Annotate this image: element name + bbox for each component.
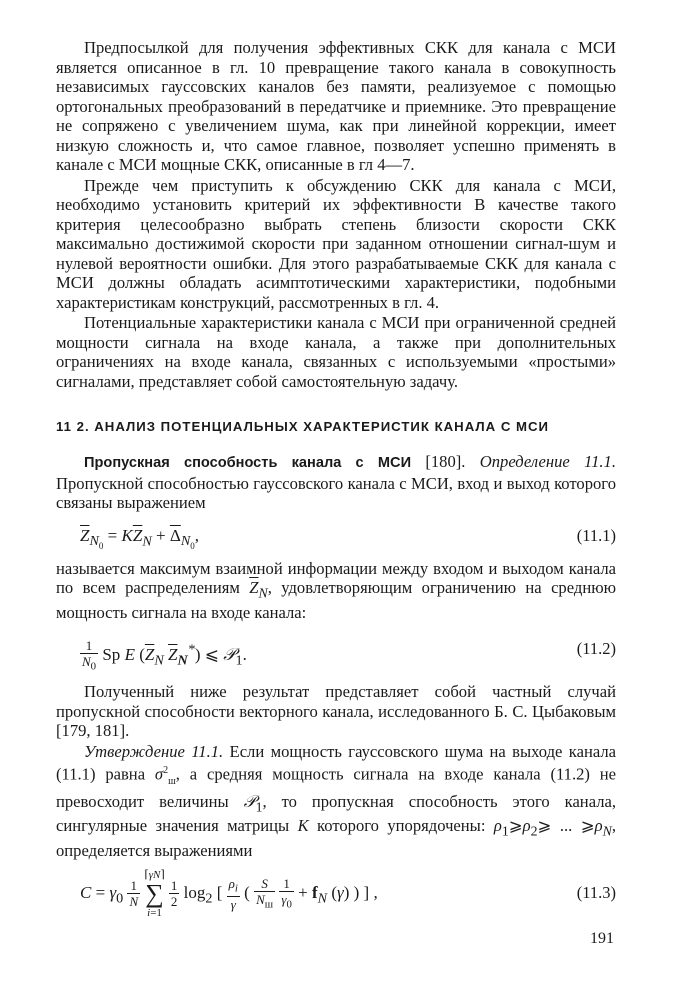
equation-11-1	[56, 513, 616, 559]
definition-paragraph	[56, 452, 616, 513]
paragraph: Предпосылкой для получения эффективных СКК для канала с МСИ является описанное в гл. 10 превращение такого канала в совокупность независимых гауссовских каналов без памяти, реализуемое с помощью ортогональных преобразований в передатчике и приемнике. Это превращение не сопряжено с увеличением шума, как при линейной коррекции, имеет низкую сложность и, что самое главное, позволяет успешно применять в канале с МСИ мощные СКК, описанные в гл 4—7.	[56, 38, 616, 174]
eq2-number: (11.2)	[576, 639, 616, 659]
paragraph: Прежде чем приступить к обсуждению СКК для канала с МСИ, необходимо установить критерий их эффективности В качестве такого критерия целесообразно выбрать степень близости скорости СКК максимально достижимой скорости при заданном отношении сигнал-шум и нулевой вероятности ошибки. Для этого разрабатываемые СКК для канала с МСИ должны обладать асимптотическими характеристики, подобными характеристикам конструкций, рассмотренных в гл. 4.	[56, 175, 616, 312]
section-heading: 11 2. АНАЛИЗ ПОТЕНЦИАЛЬНЫХ ХАРАКТЕРИСТИК КАНАЛА С МСИ	[56, 419, 550, 434]
capacity-lead: Пропускная способность канала с МСИ	[84, 455, 412, 471]
capacity-ref: [180].	[411, 452, 466, 471]
after-eq1-paragraph: называется максимум взаимной информации между входом и выходом канала по всем распределениям $\overline{Z}_N$, удовлетворяющим ограничению на среднюю мощность сигнала на входе канала:	[56, 558, 616, 622]
eq3-number: (11.3)	[576, 882, 616, 902]
equation-11-3	[56, 861, 616, 925]
eq2-formula: $\frac{1}{N_0}$ Sp E ($\overline{Z}_N$ $\overline{Z}_N^*$) ⩽ 𝒫$_1$.	[82, 637, 247, 673]
equation-11-2	[56, 622, 616, 676]
definition-text: Пропускной способностью гауссовского канала с МСИ, вход и выход которого связаны выражением	[56, 473, 616, 512]
page-body	[56, 38, 616, 925]
statement-paragraph: Утверждение 11.1. Если мощность гауссовского шума на выходе канала (11.1) равна $\sigma^2_ш$, а средняя мощность сигнала на входе канала (11.2) не превосходит величины 𝒫$_1$, то пропускная способность этого канала, сингулярные значения матрицы K которого упорядочены: $\rho_1⩾\rho_2⩾$ ... $⩾\rho_N$, определяется выражениями	[56, 741, 616, 861]
eq1-formula: $\overline{Z}_{N_0} = K\overline{Z}_N + \overline{\Delta}_{N_0}$,	[80, 525, 200, 551]
page-number: 191	[590, 930, 614, 947]
paragraph: Полученный ниже результат представляет собой частный случай пропускной способности векторного канала, исследованного Б. С. Цыбаковым [179, 181].	[56, 682, 616, 741]
eq1-number: (11.1)	[576, 525, 616, 545]
statement-label: Утверждение 11.1.	[84, 741, 224, 761]
definition-label: Определение 11.1.	[479, 452, 616, 471]
eq3-formula: $C = \gamma_0$ $\frac{1}{N}$ ⌈γN⌉ ∑ i=1 $\frac{1}{2}$ $\log_2$ [ $\frac{\rho_i}{\gamma}$ ( $\frac{S}{N_ш}$ $\frac{1}{\gamma_0}$ + $f_N$ (γ) ) ] ,	[80, 868, 378, 919]
paragraph: Потенциальные характеристики канала с МСИ при ограниченной средней мощности сигнала на входе канала, а также при дополнительных ограничениях на входе канала, связанных с используемыми «простыми» сигналами, представляет собой самостоятельную задачу.	[56, 313, 616, 391]
